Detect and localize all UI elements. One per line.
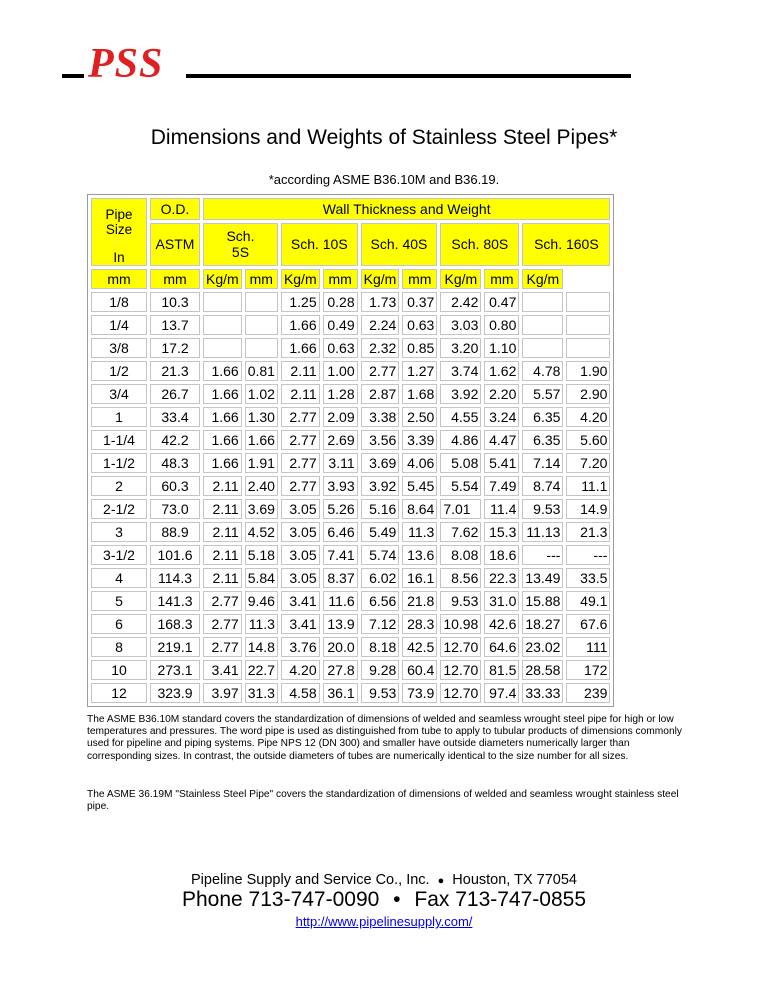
cell-sch40s-kgm: 28.3	[402, 614, 437, 634]
cell-sch40s-mm: 5.16	[361, 499, 400, 519]
cell-od-mm: 13.7	[150, 315, 200, 335]
cell-sch80s-kgm: 5.41	[484, 453, 519, 473]
cell-sch5s-kgm: 1.91	[245, 453, 278, 473]
cell-sch10s-kgm: 8.37	[323, 568, 358, 588]
cell-sch5s-mm: 1.66	[203, 430, 242, 450]
cell-sch10s-kgm: 7.41	[323, 545, 358, 565]
cell-pipe-size: 1-1/2	[91, 453, 147, 473]
footer-company: Pipeline Supply and Service Co., Inc.	[191, 872, 430, 888]
cell-sch40s-kgm: 1.27	[402, 361, 437, 381]
cell-sch40s-kgm: 73.9	[402, 683, 437, 703]
cell-sch80s-mm: 8.08	[440, 545, 481, 565]
cell-sch5s-kgm	[245, 338, 278, 358]
cell-sch40s-kgm: 4.06	[402, 453, 437, 473]
cell-sch160s-mm: 6.35	[522, 407, 563, 427]
cell-sch40s-mm: 2.24	[361, 315, 400, 335]
footer-location: Houston, TX 77054	[452, 872, 577, 888]
unit-mm-160s: mm	[484, 269, 519, 289]
table-row	[91, 361, 610, 381]
table-row	[91, 545, 610, 565]
cell-sch5s-mm: 1.66	[203, 361, 242, 381]
cell-sch80s-kgm: 31.0	[484, 591, 519, 611]
cell-pipe-size: 1/4	[91, 315, 147, 335]
cell-sch5s-mm: 1.66	[203, 453, 242, 473]
header-sch-5s-label: Sch. 5S	[226, 228, 255, 261]
note-b36-10m: The ASME B36.10M standard covers the standardization of dimensions of welded and seamless wrought steel pipe for high or low temperatures and pressures. The word pipe is used as distinguished from tube to apply to tubular products of dimensions commonly used for pipeline and piping systems. Pipe NPS 12 (DN 300) and smaller have outside diameters numerically larger than corresponding sizes. In contrast, the outside diameters of tubes are numerically identical to the size number for all sizes.	[87, 714, 682, 762]
cell-sch160s-kgm: 5.60	[566, 430, 610, 450]
cell-sch160s-mm	[522, 292, 563, 312]
table-row	[91, 683, 610, 703]
cell-pipe-size: 10	[91, 660, 147, 680]
unit-mm-80s: mm	[402, 269, 437, 289]
cell-sch160s-mm	[522, 338, 563, 358]
cell-sch5s-kgm: 3.69	[245, 499, 278, 519]
header-pipe-size-label: Pipe Size	[105, 207, 133, 237]
cell-od-mm: 21.3	[150, 361, 200, 381]
cell-od-mm: 26.7	[150, 384, 200, 404]
table-row	[91, 315, 610, 335]
cell-sch10s-mm: 1.66	[281, 315, 320, 335]
header-pipe-size	[91, 198, 147, 266]
cell-sch5s-kgm: 5.18	[245, 545, 278, 565]
cell-sch160s-kgm: 21.3	[566, 522, 610, 542]
cell-sch80s-mm: 12.70	[440, 683, 481, 703]
cell-sch5s-kgm: 14.8	[245, 637, 278, 657]
table-row	[91, 522, 610, 542]
cell-sch40s-kgm: 0.37	[402, 292, 437, 312]
footer-bullet: ●	[437, 875, 445, 887]
cell-sch40s-kgm: 60.4	[402, 660, 437, 680]
cell-sch40s-mm: 7.12	[361, 614, 400, 634]
cell-sch5s-mm: 2.77	[203, 591, 242, 611]
cell-sch40s-mm: 5.74	[361, 545, 400, 565]
footer-fax: Fax 713-747-0855	[414, 888, 586, 911]
cell-sch80s-mm: 4.86	[440, 430, 481, 450]
cell-sch40s-kgm: 13.6	[402, 545, 437, 565]
cell-sch5s-kgm: 5.84	[245, 568, 278, 588]
cell-pipe-size: 3/4	[91, 384, 147, 404]
table-row	[91, 568, 610, 588]
cell-od-mm: 323.9	[150, 683, 200, 703]
cell-sch80s-mm: 4.55	[440, 407, 481, 427]
cell-sch40s-kgm: 2.50	[402, 407, 437, 427]
cell-sch80s-kgm: 22.3	[484, 568, 519, 588]
cell-sch160s-mm: 6.35	[522, 430, 563, 450]
table-row	[91, 614, 610, 634]
website-link[interactable]: http://www.pipelinesupply.com/	[295, 914, 473, 929]
cell-pipe-size: 1-1/4	[91, 430, 147, 450]
logo-lead-rule	[62, 74, 84, 78]
cell-sch40s-mm: 8.18	[361, 637, 400, 657]
cell-od-mm: 73.0	[150, 499, 200, 519]
cell-sch5s-mm: 2.11	[203, 476, 242, 496]
cell-sch10s-mm: 4.58	[281, 683, 320, 703]
cell-sch160s-kgm: 111	[566, 637, 610, 657]
cell-pipe-size: 8	[91, 637, 147, 657]
cell-sch40s-mm: 9.53	[361, 683, 400, 703]
cell-sch10s-kgm: 20.0	[323, 637, 358, 657]
cell-sch10s-mm: 2.77	[281, 476, 320, 496]
cell-sch160s-kgm: 2.90	[566, 384, 610, 404]
unit-mm-od: mm	[91, 269, 147, 289]
cell-pipe-size: 2-1/2	[91, 499, 147, 519]
cell-sch10s-kgm: 36.1	[323, 683, 358, 703]
cell-sch80s-kgm: 1.62	[484, 361, 519, 381]
cell-pipe-size: 3/8	[91, 338, 147, 358]
cell-pipe-size: 3	[91, 522, 147, 542]
cell-sch80s-mm: 3.20	[440, 338, 481, 358]
cell-sch10s-kgm: 0.28	[323, 292, 358, 312]
cell-sch80s-mm: 8.56	[440, 568, 481, 588]
header-in-label: In	[113, 250, 125, 265]
cell-sch10s-mm: 4.20	[281, 660, 320, 680]
unit-mm-5s: mm	[150, 269, 200, 289]
cell-od-mm: 114.3	[150, 568, 200, 588]
cell-sch5s-mm: 1.66	[203, 384, 242, 404]
cell-sch160s-mm: 33.33	[522, 683, 563, 703]
cell-sch40s-kgm: 11.3	[402, 522, 437, 542]
cell-sch80s-kgm: 11.4	[484, 499, 519, 519]
cell-sch40s-mm: 9.28	[361, 660, 400, 680]
cell-pipe-size: 6	[91, 614, 147, 634]
table-row	[91, 591, 610, 611]
cell-sch80s-kgm: 3.24	[484, 407, 519, 427]
table-row	[91, 499, 610, 519]
cell-sch5s-kgm: 9.46	[245, 591, 278, 611]
cell-sch10s-mm: 3.05	[281, 545, 320, 565]
cell-sch160s-kgm: 33.5	[566, 568, 610, 588]
cell-sch10s-kgm: 3.11	[323, 453, 358, 473]
cell-sch5s-kgm: 11.3	[245, 614, 278, 634]
cell-sch5s-mm: 2.11	[203, 545, 242, 565]
cell-sch80s-mm: 12.70	[440, 660, 481, 680]
cell-sch160s-mm: 11.13	[522, 522, 563, 542]
cell-sch10s-mm: 3.05	[281, 568, 320, 588]
cell-sch40s-kgm: 21.8	[402, 591, 437, 611]
note-b36-19m: The ASME 36.19M "Stainless Steel Pipe" covers the standardization of dimensions of welded and seamless wrought stainless steel pipe.	[87, 789, 679, 813]
logo-rule	[186, 74, 631, 78]
cell-sch10s-mm: 2.77	[281, 430, 320, 450]
cell-sch160s-mm: ---	[522, 545, 563, 565]
cell-sch160s-kgm: 14.9	[566, 499, 610, 519]
cell-sch10s-kgm: 11.6	[323, 591, 358, 611]
cell-pipe-size: 3-1/2	[91, 545, 147, 565]
header-wall-thickness: Wall Thickness and Weight	[203, 198, 610, 220]
footer-url-line	[0, 914, 768, 929]
cell-sch40s-mm: 3.69	[361, 453, 400, 473]
cell-sch160s-mm	[522, 315, 563, 335]
cell-sch5s-kgm	[245, 292, 278, 312]
cell-od-mm: 48.3	[150, 453, 200, 473]
cell-sch5s-kgm	[245, 315, 278, 335]
cell-sch40s-mm: 3.92	[361, 476, 400, 496]
cell-sch80s-kgm: 97.4	[484, 683, 519, 703]
cell-sch160s-kgm: 1.90	[566, 361, 610, 381]
cell-sch160s-mm: 9.53	[522, 499, 563, 519]
cell-sch80s-mm: 3.92	[440, 384, 481, 404]
cell-sch5s-mm: 2.11	[203, 522, 242, 542]
cell-sch40s-kgm: 0.63	[402, 315, 437, 335]
cell-sch80s-kgm: 7.49	[484, 476, 519, 496]
cell-od-mm: 88.9	[150, 522, 200, 542]
cell-sch160s-kgm: 49.1	[566, 591, 610, 611]
cell-sch80s-kgm: 2.20	[484, 384, 519, 404]
cell-sch5s-kgm: 2.40	[245, 476, 278, 496]
cell-sch160s-kgm: ---	[566, 545, 610, 565]
cell-sch160s-kgm: 11.1	[566, 476, 610, 496]
cell-sch40s-kgm: 8.64	[402, 499, 437, 519]
cell-od-mm: 10.3	[150, 292, 200, 312]
cell-sch10s-kgm: 0.49	[323, 315, 358, 335]
cell-sch40s-mm: 6.56	[361, 591, 400, 611]
cell-sch80s-kgm: 1.10	[484, 338, 519, 358]
header-od: O.D.	[150, 198, 200, 220]
cell-sch40s-kgm: 3.39	[402, 430, 437, 450]
cell-sch80s-mm: 2.42	[440, 292, 481, 312]
table-row	[91, 292, 610, 312]
table-row	[91, 384, 610, 404]
cell-sch5s-kgm: 1.30	[245, 407, 278, 427]
cell-sch80s-mm: 9.53	[440, 591, 481, 611]
cell-sch40s-mm: 2.77	[361, 361, 400, 381]
cell-sch160s-mm: 5.57	[522, 384, 563, 404]
cell-sch5s-mm: 3.41	[203, 660, 242, 680]
table-row	[91, 338, 610, 358]
cell-sch10s-kgm: 5.26	[323, 499, 358, 519]
cell-sch80s-mm: 7.62	[440, 522, 481, 542]
logo-text: PSS	[88, 41, 164, 87]
cell-sch5s-mm: 3.97	[203, 683, 242, 703]
cell-sch40s-mm: 3.38	[361, 407, 400, 427]
footer-phone: Phone 713-747-0090	[181, 888, 380, 911]
cell-od-mm: 273.1	[150, 660, 200, 680]
cell-od-mm: 141.3	[150, 591, 200, 611]
cell-sch160s-mm: 28.58	[522, 660, 563, 680]
cell-sch160s-mm: 8.74	[522, 476, 563, 496]
cell-sch160s-kgm	[566, 315, 610, 335]
footer-contact-line	[0, 888, 768, 912]
cell-sch160s-mm: 13.49	[522, 568, 563, 588]
page-subtitle: *according ASME B36.10M and B36.19.	[268, 172, 500, 187]
cell-sch10s-kgm: 27.8	[323, 660, 358, 680]
cell-sch5s-kgm: 4.52	[245, 522, 278, 542]
table-row	[91, 660, 610, 680]
cell-sch80s-kgm: 42.6	[484, 614, 519, 634]
cell-sch80s-mm: 3.03	[440, 315, 481, 335]
cell-sch40s-mm: 6.02	[361, 568, 400, 588]
cell-sch5s-kgm: 31.3	[245, 683, 278, 703]
cell-sch40s-mm: 2.87	[361, 384, 400, 404]
cell-sch160s-kgm: 172	[566, 660, 610, 680]
cell-sch80s-kgm: 64.6	[484, 637, 519, 657]
cell-sch40s-kgm: 0.85	[402, 338, 437, 358]
cell-sch10s-kgm: 2.09	[323, 407, 358, 427]
cell-od-mm: 168.3	[150, 614, 200, 634]
cell-pipe-size: 1/2	[91, 361, 147, 381]
cell-pipe-size: 4	[91, 568, 147, 588]
cell-sch160s-mm: 18.27	[522, 614, 563, 634]
cell-sch5s-mm	[203, 338, 242, 358]
cell-sch80s-kgm: 0.47	[484, 292, 519, 312]
cell-sch80s-mm: 5.54	[440, 476, 481, 496]
cell-sch80s-kgm: 15.3	[484, 522, 519, 542]
cell-od-mm: 60.3	[150, 476, 200, 496]
cell-sch160s-mm: 4.78	[522, 361, 563, 381]
cell-pipe-size: 1/8	[91, 292, 147, 312]
cell-sch10s-kgm: 1.28	[323, 384, 358, 404]
cell-sch5s-kgm: 1.02	[245, 384, 278, 404]
cell-sch160s-kgm: 4.20	[566, 407, 610, 427]
cell-sch80s-mm: 12.70	[440, 637, 481, 657]
cell-pipe-size: 2	[91, 476, 147, 496]
cell-sch160s-kgm: 239	[566, 683, 610, 703]
cell-sch40s-kgm: 5.45	[402, 476, 437, 496]
unit-kgm-40s: Kg/m	[361, 269, 400, 289]
cell-sch10s-mm: 3.41	[281, 591, 320, 611]
cell-pipe-size: 1	[91, 407, 147, 427]
cell-sch5s-mm: 2.77	[203, 637, 242, 657]
unit-kgm-160s: Kg/m	[522, 269, 563, 289]
cell-od-mm: 42.2	[150, 430, 200, 450]
cell-sch80s-kgm: 4.47	[484, 430, 519, 450]
table-row	[91, 453, 610, 473]
header-astm: ASTM	[150, 223, 200, 266]
cell-sch5s-mm: 2.77	[203, 614, 242, 634]
unit-mm-40s: mm	[323, 269, 358, 289]
table-row	[91, 637, 610, 657]
cell-sch5s-mm	[203, 315, 242, 335]
cell-sch10s-mm: 2.77	[281, 453, 320, 473]
cell-sch10s-mm: 3.41	[281, 614, 320, 634]
cell-sch10s-mm: 2.11	[281, 384, 320, 404]
cell-sch5s-kgm: 0.81	[245, 361, 278, 381]
footer-company-line	[0, 872, 768, 888]
cell-sch160s-kgm	[566, 338, 610, 358]
cell-sch10s-kgm: 13.9	[323, 614, 358, 634]
cell-pipe-size: 5	[91, 591, 147, 611]
cell-sch10s-kgm: 6.46	[323, 522, 358, 542]
cell-od-mm: 33.4	[150, 407, 200, 427]
footer-separator: •	[393, 888, 401, 911]
cell-sch10s-kgm: 2.69	[323, 430, 358, 450]
cell-sch40s-kgm: 42.5	[402, 637, 437, 657]
cell-sch5s-kgm: 22.7	[245, 660, 278, 680]
cell-sch40s-kgm: 1.68	[402, 384, 437, 404]
cell-sch10s-mm: 3.05	[281, 499, 320, 519]
cell-sch10s-mm: 2.11	[281, 361, 320, 381]
unit-kgm-10s: Kg/m	[281, 269, 320, 289]
header-sch-5s	[203, 223, 278, 266]
cell-sch80s-kgm: 81.5	[484, 660, 519, 680]
cell-sch10s-kgm: 3.93	[323, 476, 358, 496]
header-sch-40s: Sch. 40S	[361, 223, 438, 266]
pipe-dimensions-table	[87, 194, 614, 707]
header-sch-80s: Sch. 80S	[440, 223, 519, 266]
cell-od-mm: 101.6	[150, 545, 200, 565]
cell-sch160s-mm: 23.02	[522, 637, 563, 657]
table-row	[91, 407, 610, 427]
cell-od-mm: 219.1	[150, 637, 200, 657]
cell-pipe-size: 12	[91, 683, 147, 703]
cell-sch10s-kgm: 0.63	[323, 338, 358, 358]
cell-sch10s-mm: 2.77	[281, 407, 320, 427]
cell-sch10s-mm: 1.66	[281, 338, 320, 358]
pss-logo	[62, 40, 632, 90]
cell-sch40s-mm: 5.49	[361, 522, 400, 542]
cell-sch40s-kgm: 16.1	[402, 568, 437, 588]
table-row	[91, 430, 610, 450]
cell-sch5s-mm	[203, 292, 242, 312]
cell-sch160s-mm: 15.88	[522, 591, 563, 611]
cell-sch5s-mm: 2.11	[203, 499, 242, 519]
cell-sch10s-mm: 1.25	[281, 292, 320, 312]
cell-sch80s-mm: 5.08	[440, 453, 481, 473]
cell-od-mm: 17.2	[150, 338, 200, 358]
cell-sch80s-mm: 7.01	[440, 499, 481, 519]
cell-sch10s-mm: 3.76	[281, 637, 320, 657]
header-sch-10s: Sch. 10S	[281, 223, 358, 266]
cell-sch160s-mm: 7.14	[522, 453, 563, 473]
cell-sch5s-mm: 1.66	[203, 407, 242, 427]
cell-sch80s-kgm: 18.6	[484, 545, 519, 565]
unit-kgm-5s: Kg/m	[203, 269, 242, 289]
unit-mm-10s: mm	[245, 269, 278, 289]
page-title: Dimensions and Weights of Stainless Steel Pipes*	[150, 126, 618, 149]
cell-sch160s-kgm: 67.6	[566, 614, 610, 634]
table-row	[91, 476, 610, 496]
cell-sch40s-mm: 2.32	[361, 338, 400, 358]
cell-sch40s-mm: 1.73	[361, 292, 400, 312]
cell-sch10s-mm: 3.05	[281, 522, 320, 542]
cell-sch80s-mm: 10.98	[440, 614, 481, 634]
cell-sch5s-kgm: 1.66	[245, 430, 278, 450]
header-sch-160s: Sch. 160S	[522, 223, 610, 266]
cell-sch80s-kgm: 0.80	[484, 315, 519, 335]
cell-sch10s-kgm: 1.00	[323, 361, 358, 381]
cell-sch5s-mm: 2.11	[203, 568, 242, 588]
unit-kgm-80s: Kg/m	[440, 269, 481, 289]
cell-sch40s-mm: 3.56	[361, 430, 400, 450]
cell-sch160s-kgm: 7.20	[566, 453, 610, 473]
cell-sch80s-mm: 3.74	[440, 361, 481, 381]
cell-sch160s-kgm	[566, 292, 610, 312]
